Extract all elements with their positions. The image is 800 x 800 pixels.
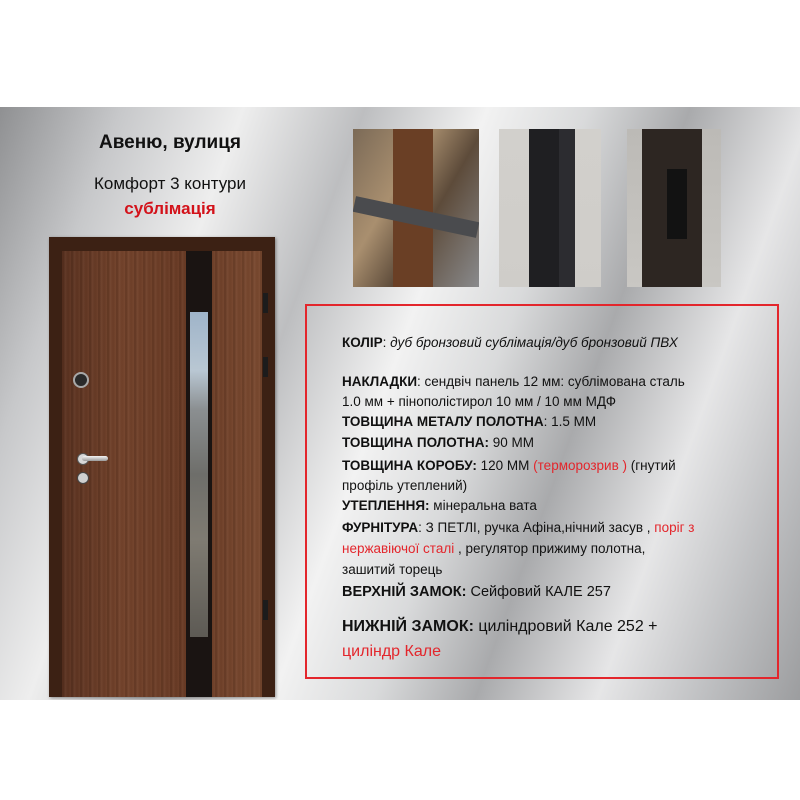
spec-insulation: [342, 498, 537, 513]
photo2-edge: [559, 129, 575, 287]
spec-leaf-value: 90 ММ: [488, 435, 534, 450]
spec-lower-lock-label: НИЖНІЙ ЗАМОК:: [342, 618, 474, 635]
spec-overlays-value: : сендвіч панель 12 мм: сублімована сталь: [417, 374, 685, 389]
spec-upper-lock-label: ВЕРХНІЙ ЗАМОК:: [342, 584, 467, 600]
spec-frame-tail: (гнутий: [627, 458, 676, 473]
spec-hardware-cont: [342, 541, 645, 556]
spec-upper-lock: [342, 584, 611, 600]
spec-hardware-tail: , регулятор прижиму полотна,: [454, 541, 646, 556]
spec-frame-label: ТОВЩИНА КОРОБУ:: [342, 458, 477, 473]
spec-insulation-value: мінеральна вата: [429, 498, 537, 513]
spec-metal-value: : 1.5 ММ: [543, 414, 597, 429]
spec-hardware-highlight-1: поріг з: [654, 520, 695, 535]
spec-frame-cont: профіль утеплений): [342, 478, 468, 493]
spec-frame-value: 120 ММ: [476, 458, 534, 473]
spec-color-value: дуб бронзовий сублімація/дуб бронзовий ПВХ: [390, 335, 678, 350]
spec-metal-label: ТОВЩИНА МЕТАЛУ ПОЛОТНА: [342, 414, 544, 429]
spec-frame: [342, 458, 676, 473]
spec-lower-lock-highlight: циліндр Кале: [342, 643, 441, 660]
spec-color: [342, 335, 678, 350]
photo-frame-corner: [353, 129, 479, 287]
lock-keyhole-icon: [73, 372, 89, 388]
spec-insulation-label: УТЕПЛЕННЯ:: [342, 498, 430, 513]
finish-label: сублімація: [124, 199, 216, 218]
photo-hinge-detail: [627, 129, 721, 287]
photo-door-edge: [499, 129, 601, 287]
spec-upper-lock-value: Сейфовий КАЛЕ 257: [466, 584, 611, 600]
spec-overlays-label: НАКЛАДКИ: [342, 374, 418, 389]
spec-leaf-label: ТОВЩИНА ПОЛОТНА:: [342, 435, 489, 450]
spec-overlays: [342, 374, 685, 389]
cylinder-lock-icon: [77, 472, 89, 484]
door-hinge-middle: [263, 357, 268, 377]
spec-overlays-cont: 1.0 мм + пінополістирол 10 мм / 10 мм МДФ: [342, 394, 616, 409]
spec-leaf: [342, 435, 534, 450]
spec-hardware-label: ФУРНІТУРА: [342, 520, 419, 535]
spec-lower-lock-value: циліндровий Кале 252 +: [473, 618, 658, 635]
door-leaf: [62, 251, 262, 697]
door-glass-pane: [190, 312, 208, 637]
spec-color-label: КОЛІР: [342, 335, 383, 350]
model-title: Авеню, вулиця: [98, 132, 242, 153]
door-hinge-bottom: [263, 600, 268, 620]
product-slide: [0, 107, 800, 700]
door-hinge-top: [263, 293, 268, 313]
spec-frame-highlight: (терморозрив ): [533, 458, 628, 473]
spec-metal: [342, 414, 596, 429]
spec-hardware-highlight-2: нержавіючої сталі: [342, 541, 455, 556]
model-subtitle: Комфорт 3 контури: [94, 174, 246, 193]
spec-hardware-cont-2: зашитий торець: [342, 562, 443, 577]
door-handle: [82, 456, 108, 461]
photo3-hinge: [667, 169, 687, 239]
spec-lower-lock: [342, 618, 658, 636]
spec-hardware: [342, 520, 694, 535]
spec-color-sep: :: [382, 335, 391, 350]
spec-hardware-value: : З ПЕТЛІ, ручка Афіна,нічний засув ,: [418, 520, 655, 535]
